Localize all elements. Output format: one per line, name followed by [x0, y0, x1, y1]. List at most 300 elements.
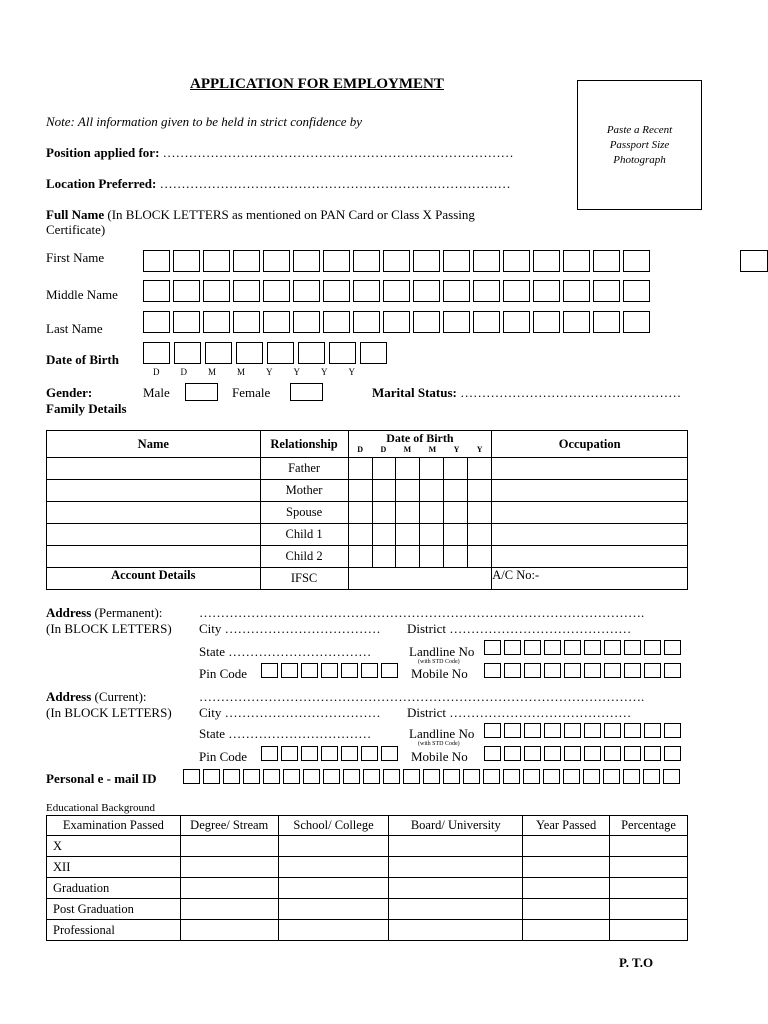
- char-box[interactable]: [593, 250, 620, 272]
- fullname-hint-line2: Certificate): [46, 222, 106, 237]
- char-box[interactable]: [263, 311, 290, 333]
- digit-box[interactable]: [624, 746, 641, 761]
- table-row: [47, 458, 688, 480]
- curr-landline-label: Landline No: [409, 726, 475, 741]
- digit-box[interactable]: [584, 663, 601, 678]
- char-box[interactable]: [563, 250, 590, 272]
- dob-letter: D: [357, 445, 364, 454]
- curr-district-field[interactable]: District ……………………………………: [407, 705, 632, 720]
- fam-header-dob-title: Date of Birth: [386, 431, 454, 445]
- last-name-boxes[interactable]: [143, 311, 650, 333]
- marital-status-field[interactable]: [372, 385, 681, 401]
- fam-occupation-cell[interactable]: [492, 458, 688, 480]
- char-box[interactable]: [353, 250, 380, 272]
- char-box[interactable]: [473, 280, 500, 302]
- edu-cell[interactable]: [523, 899, 610, 920]
- photo-box[interactable]: [577, 80, 702, 210]
- char-box[interactable]: [413, 280, 440, 302]
- char-box-overflow[interactable]: [740, 250, 768, 272]
- marital-label: Marital Status:: [372, 385, 457, 400]
- fam-dob-cell[interactable]: [468, 524, 492, 546]
- digit-box[interactable]: [604, 663, 621, 678]
- curr-mobile-label: Mobile No: [411, 749, 468, 764]
- char-box[interactable]: [423, 769, 440, 784]
- edu-cell[interactable]: [523, 836, 610, 857]
- digit-box[interactable]: [664, 746, 681, 761]
- curr-pincode-label: Pin Code: [199, 749, 248, 764]
- address-curr-type: (Current):: [91, 689, 147, 704]
- char-box[interactable]: [353, 311, 380, 333]
- char-box[interactable]: [533, 280, 560, 302]
- char-box[interactable]: [293, 250, 320, 272]
- char-box[interactable]: [413, 250, 440, 272]
- digit-box[interactable]: [644, 640, 661, 655]
- fam-dob-cell[interactable]: [468, 480, 492, 502]
- fam-name-cell[interactable]: [47, 546, 261, 568]
- digit-box[interactable]: [524, 663, 541, 678]
- dob-letter: Y: [476, 445, 483, 454]
- digit-box[interactable]: [544, 663, 561, 678]
- char-box[interactable]: [463, 769, 480, 784]
- edu-cell[interactable]: [610, 836, 688, 857]
- char-box[interactable]: [643, 769, 660, 784]
- edu-cell[interactable]: [389, 899, 523, 920]
- position-label: Position applied for:: [46, 145, 160, 160]
- char-box[interactable]: [293, 280, 320, 302]
- curr-pincode-boxes[interactable]: [261, 746, 398, 761]
- char-box[interactable]: [383, 769, 400, 784]
- perm-city-field[interactable]: City ………………………………: [199, 621, 381, 636]
- digit-box[interactable]: [484, 663, 501, 678]
- edu-header: Year Passed: [523, 816, 610, 836]
- perm-mobile-boxes[interactable]: [484, 663, 681, 678]
- edu-exam-cell: Post Graduation: [47, 899, 181, 920]
- char-box[interactable]: [543, 769, 560, 784]
- char-box[interactable]: [623, 769, 640, 784]
- photo-text-line: Paste a Recent: [606, 123, 673, 136]
- dob-letter: D: [380, 445, 387, 454]
- fam-dob-cell[interactable]: [396, 524, 420, 546]
- char-box[interactable]: [323, 280, 350, 302]
- char-box[interactable]: [303, 769, 320, 784]
- digit-box[interactable]: [281, 746, 298, 761]
- edu-cell[interactable]: [523, 857, 610, 878]
- curr-state-field[interactable]: State ……………………………: [199, 726, 372, 741]
- fam-relation-cell: Mother: [260, 480, 348, 502]
- edu-cell[interactable]: [180, 920, 278, 941]
- dob-box[interactable]: [174, 342, 201, 364]
- table-row: [47, 857, 688, 878]
- male-label: Male: [143, 385, 170, 400]
- digit-box[interactable]: [381, 746, 398, 761]
- char-box[interactable]: [623, 311, 650, 333]
- digit-box[interactable]: [604, 640, 621, 655]
- char-box[interactable]: [263, 280, 290, 302]
- fam-relation-cell: Child 1: [260, 524, 348, 546]
- fam-header-name: Name: [47, 431, 261, 458]
- dob-box[interactable]: [329, 342, 356, 364]
- digit-box[interactable]: [564, 640, 581, 655]
- fam-dob-cell[interactable]: [468, 546, 492, 568]
- char-box[interactable]: [533, 250, 560, 272]
- fam-dob-cell[interactable]: [444, 524, 468, 546]
- block-letters-note: (In BLOCK LETTERS): [46, 621, 172, 636]
- digit-box[interactable]: [544, 640, 561, 655]
- account-details-label: Account Details: [47, 568, 261, 590]
- char-box[interactable]: [263, 250, 290, 272]
- digit-box[interactable]: [504, 746, 521, 761]
- fam-dob-cell[interactable]: [420, 502, 444, 524]
- table-row: [47, 878, 688, 899]
- edu-cell[interactable]: [523, 878, 610, 899]
- char-box[interactable]: [443, 250, 470, 272]
- dob-box[interactable]: [143, 342, 170, 364]
- char-box[interactable]: [243, 769, 260, 784]
- fam-name-cell[interactable]: [47, 480, 261, 502]
- dob-letter-row: [153, 367, 355, 377]
- fam-header-relationship: Relationship: [260, 431, 348, 458]
- digit-box[interactable]: [664, 640, 681, 655]
- char-box[interactable]: [583, 769, 600, 784]
- fam-dob-cell[interactable]: [372, 480, 396, 502]
- dob-letter: D: [180, 367, 187, 377]
- char-box[interactable]: [623, 250, 650, 272]
- family-details-label: Family Details: [46, 401, 127, 416]
- char-box[interactable]: [173, 250, 200, 272]
- digit-box[interactable]: [484, 723, 501, 738]
- dob-box[interactable]: [267, 342, 294, 364]
- fam-dob-cell[interactable]: [396, 546, 420, 568]
- char-box[interactable]: [143, 311, 170, 333]
- female-checkbox[interactable]: [290, 383, 323, 401]
- perm-pincode-label: Pin Code: [199, 666, 248, 681]
- digit-box[interactable]: [341, 663, 358, 678]
- perm-pincode-boxes[interactable]: [261, 663, 398, 678]
- char-box[interactable]: [623, 280, 650, 302]
- dob-box[interactable]: [236, 342, 263, 364]
- table-row: [47, 480, 688, 502]
- digit-box[interactable]: [604, 723, 621, 738]
- digit-box[interactable]: [321, 663, 338, 678]
- edu-cell[interactable]: [389, 878, 523, 899]
- char-box[interactable]: [233, 311, 260, 333]
- digit-box[interactable]: [504, 640, 521, 655]
- fam-dob-cell[interactable]: [396, 480, 420, 502]
- fam-dob-cell[interactable]: [420, 458, 444, 480]
- fam-name-cell[interactable]: [47, 502, 261, 524]
- edu-cell[interactable]: [180, 878, 278, 899]
- perm-landline-label: Landline No: [409, 644, 475, 659]
- digit-box[interactable]: [361, 663, 378, 678]
- dob-letter: Y: [348, 367, 356, 377]
- char-box[interactable]: [473, 250, 500, 272]
- char-box[interactable]: [383, 311, 410, 333]
- table-row: [47, 524, 688, 546]
- last-name-label: Last Name: [46, 321, 103, 336]
- char-box[interactable]: [593, 280, 620, 302]
- edu-cell[interactable]: [180, 899, 278, 920]
- char-box[interactable]: [323, 311, 350, 333]
- char-box[interactable]: [413, 311, 440, 333]
- digit-box[interactable]: [301, 746, 318, 761]
- digit-box[interactable]: [604, 746, 621, 761]
- digit-box[interactable]: [564, 746, 581, 761]
- fullname-instruction: [46, 207, 475, 223]
- char-box[interactable]: [383, 250, 410, 272]
- fam-dob-cell[interactable]: [468, 458, 492, 480]
- perm-state-field[interactable]: State ……………………………: [199, 644, 372, 659]
- table-row: [47, 568, 688, 590]
- digit-box[interactable]: [504, 663, 521, 678]
- digit-box[interactable]: [281, 663, 298, 678]
- digit-box[interactable]: [624, 640, 641, 655]
- fam-name-cell[interactable]: [47, 524, 261, 546]
- char-box[interactable]: [533, 311, 560, 333]
- digit-box[interactable]: [664, 723, 681, 738]
- table-row: [47, 502, 688, 524]
- digit-box[interactable]: [624, 663, 641, 678]
- dob-box[interactable]: [298, 342, 325, 364]
- education-table: [46, 815, 688, 941]
- dob-boxes[interactable]: [143, 342, 387, 364]
- email-label: Personal e - mail ID: [46, 771, 157, 786]
- fam-dob-cell[interactable]: [396, 502, 420, 524]
- fam-dob-cell[interactable]: [348, 546, 372, 568]
- fam-dob-cell[interactable]: [420, 546, 444, 568]
- ac-no-label: A/C No:-: [492, 568, 540, 582]
- edu-cell[interactable]: [278, 878, 389, 899]
- fam-occupation-cell[interactable]: [492, 480, 688, 502]
- edu-cell[interactable]: [180, 857, 278, 878]
- char-box[interactable]: [233, 250, 260, 272]
- fam-dob-cell[interactable]: [468, 502, 492, 524]
- fam-dob-cell[interactable]: [372, 524, 396, 546]
- char-box[interactable]: [443, 280, 470, 302]
- dob-box[interactable]: [205, 342, 232, 364]
- char-box[interactable]: [353, 280, 380, 302]
- char-box[interactable]: [503, 250, 530, 272]
- digit-box[interactable]: [341, 746, 358, 761]
- char-box[interactable]: [343, 769, 360, 784]
- fam-dob-cell[interactable]: [372, 502, 396, 524]
- first-name-boxes[interactable]: [143, 250, 650, 272]
- char-box[interactable]: [323, 250, 350, 272]
- digit-box[interactable]: [624, 723, 641, 738]
- fam-dob-cell[interactable]: [348, 458, 372, 480]
- char-box[interactable]: [223, 769, 240, 784]
- fam-dob-cell[interactable]: [396, 458, 420, 480]
- digit-box[interactable]: [644, 663, 661, 678]
- digit-box[interactable]: [584, 723, 601, 738]
- char-box[interactable]: [563, 280, 590, 302]
- char-box[interactable]: [173, 311, 200, 333]
- address-curr-label: Address: [46, 689, 92, 704]
- ifsc-label: IFSC: [260, 568, 348, 590]
- location-dots: ………………………………………………………………………: [159, 176, 511, 191]
- fam-relation-cell: Child 2: [260, 546, 348, 568]
- digit-box[interactable]: [544, 746, 561, 761]
- digit-box[interactable]: [664, 663, 681, 678]
- digit-box[interactable]: [524, 746, 541, 761]
- email-boxes[interactable]: [183, 769, 680, 784]
- first-name-label: First Name: [46, 250, 105, 265]
- edu-cell[interactable]: [278, 836, 389, 857]
- digit-box[interactable]: [524, 723, 541, 738]
- fam-dob-letters: [349, 444, 492, 456]
- fam-relation-cell: Father: [260, 458, 348, 480]
- female-label: Female: [232, 385, 271, 400]
- char-box[interactable]: [263, 769, 280, 784]
- fam-occupation-cell[interactable]: [492, 546, 688, 568]
- address-perm-line[interactable]: ………………………………………………………………………………………….: [199, 605, 645, 620]
- dob-label: Date of Birth: [46, 352, 119, 367]
- char-box[interactable]: [403, 769, 420, 784]
- perm-landline-boxes[interactable]: [484, 640, 681, 655]
- edu-cell[interactable]: [278, 899, 389, 920]
- curr-landline-boxes[interactable]: [484, 723, 681, 738]
- char-box[interactable]: [173, 280, 200, 302]
- char-box[interactable]: [293, 311, 320, 333]
- char-box[interactable]: [363, 769, 380, 784]
- edu-cell[interactable]: [389, 920, 523, 941]
- char-box[interactable]: [563, 311, 590, 333]
- fam-dob-cell[interactable]: [420, 480, 444, 502]
- digit-box[interactable]: [564, 723, 581, 738]
- char-box[interactable]: [483, 769, 500, 784]
- fam-dob-cell[interactable]: [444, 480, 468, 502]
- edu-title: Educational Background: [46, 802, 156, 814]
- table-row: [47, 546, 688, 568]
- edu-exam-cell: Graduation: [47, 878, 181, 899]
- fullname-hint: (In BLOCK LETTERS as mentioned on PAN Card or Class X Passing: [104, 207, 475, 222]
- char-box[interactable]: [203, 280, 230, 302]
- digit-box[interactable]: [301, 663, 318, 678]
- position-dots: ………………………………………………………………………: [162, 145, 514, 160]
- ifsc-value-cell[interactable]: [348, 568, 492, 590]
- edu-cell[interactable]: [278, 920, 389, 941]
- char-box[interactable]: [563, 769, 580, 784]
- fam-dob-cell[interactable]: [420, 524, 444, 546]
- page-title: APPLICATION FOR EMPLOYMENT: [190, 76, 444, 92]
- position-applied-field[interactable]: [46, 145, 514, 161]
- fam-occupation-cell[interactable]: [492, 524, 688, 546]
- curr-std-code-note: (with STD Code): [418, 741, 460, 747]
- ac-no-cell[interactable]: [492, 568, 688, 590]
- middle-name-boxes[interactable]: [143, 280, 650, 302]
- edu-cell[interactable]: [610, 878, 688, 899]
- perm-std-code-note: (with STD Code): [418, 659, 460, 665]
- fam-header-dob: [348, 431, 492, 458]
- char-box[interactable]: [503, 769, 520, 784]
- table-row: [47, 899, 688, 920]
- digit-box[interactable]: [584, 640, 601, 655]
- confidentiality-note: Note: All information given to be held in strict confidence by: [46, 114, 363, 129]
- char-box[interactable]: [283, 769, 300, 784]
- dob-letter: Y: [293, 367, 301, 377]
- fam-dob-cell[interactable]: [348, 524, 372, 546]
- gender-label: Gender:: [46, 385, 93, 400]
- char-box[interactable]: [143, 280, 170, 302]
- char-box[interactable]: [233, 280, 260, 302]
- char-box[interactable]: [203, 769, 220, 784]
- digit-box[interactable]: [544, 723, 561, 738]
- curr-city-field[interactable]: City ………………………………: [199, 705, 381, 720]
- char-box[interactable]: [593, 311, 620, 333]
- digit-box[interactable]: [321, 746, 338, 761]
- fam-name-cell[interactable]: [47, 458, 261, 480]
- dob-box[interactable]: [360, 342, 387, 364]
- fam-dob-cell[interactable]: [372, 546, 396, 568]
- digit-box[interactable]: [484, 746, 501, 761]
- edu-cell[interactable]: [389, 857, 523, 878]
- edu-cell[interactable]: [278, 857, 389, 878]
- digit-box[interactable]: [564, 663, 581, 678]
- fam-header-occupation: Occupation: [492, 431, 688, 458]
- fam-dob-cell[interactable]: [444, 546, 468, 568]
- edu-header: Examination Passed: [47, 816, 181, 836]
- fam-dob-cell[interactable]: [348, 480, 372, 502]
- digit-box[interactable]: [484, 640, 501, 655]
- digit-box[interactable]: [261, 746, 278, 761]
- char-box[interactable]: [443, 769, 460, 784]
- digit-box[interactable]: [504, 723, 521, 738]
- char-box[interactable]: [383, 280, 410, 302]
- char-box[interactable]: [503, 311, 530, 333]
- digit-box[interactable]: [261, 663, 278, 678]
- dob-letter: Y: [453, 445, 460, 454]
- curr-mobile-boxes[interactable]: [484, 746, 681, 761]
- char-box[interactable]: [523, 769, 540, 784]
- char-box[interactable]: [663, 769, 680, 784]
- edu-cell[interactable]: [610, 920, 688, 941]
- char-box[interactable]: [203, 250, 230, 272]
- male-checkbox[interactable]: [185, 383, 218, 401]
- digit-box[interactable]: [644, 746, 661, 761]
- edu-cell[interactable]: [389, 836, 523, 857]
- edu-cell[interactable]: [523, 920, 610, 941]
- char-box[interactable]: [603, 769, 620, 784]
- char-box[interactable]: [203, 311, 230, 333]
- char-box[interactable]: [143, 250, 170, 272]
- digit-box[interactable]: [524, 640, 541, 655]
- edu-cell[interactable]: [610, 899, 688, 920]
- perm-district-field[interactable]: District ……………………………………: [407, 621, 632, 636]
- char-box[interactable]: [323, 769, 340, 784]
- edu-cell[interactable]: [180, 836, 278, 857]
- char-box[interactable]: [503, 280, 530, 302]
- fam-occupation-cell[interactable]: [492, 502, 688, 524]
- fam-dob-cell[interactable]: [444, 458, 468, 480]
- digit-box[interactable]: [361, 746, 378, 761]
- address-curr-line[interactable]: ………………………………………………………………………………………….: [199, 689, 645, 704]
- dob-letter: M: [403, 445, 412, 454]
- char-box[interactable]: [443, 311, 470, 333]
- dob-letter: Y: [266, 367, 273, 377]
- fam-dob-cell[interactable]: [444, 502, 468, 524]
- photo-text-line: Passport Size: [609, 138, 670, 151]
- char-box[interactable]: [183, 769, 200, 784]
- edu-header: Percentage: [610, 816, 688, 836]
- fam-dob-cell[interactable]: [372, 458, 396, 480]
- edu-cell[interactable]: [610, 857, 688, 878]
- location-preferred-field[interactable]: [46, 176, 511, 192]
- digit-box[interactable]: [644, 723, 661, 738]
- char-box[interactable]: [473, 311, 500, 333]
- fam-dob-cell[interactable]: [348, 502, 372, 524]
- perm-mobile-label: Mobile No: [411, 666, 468, 681]
- digit-box[interactable]: [381, 663, 398, 678]
- digit-box[interactable]: [584, 746, 601, 761]
